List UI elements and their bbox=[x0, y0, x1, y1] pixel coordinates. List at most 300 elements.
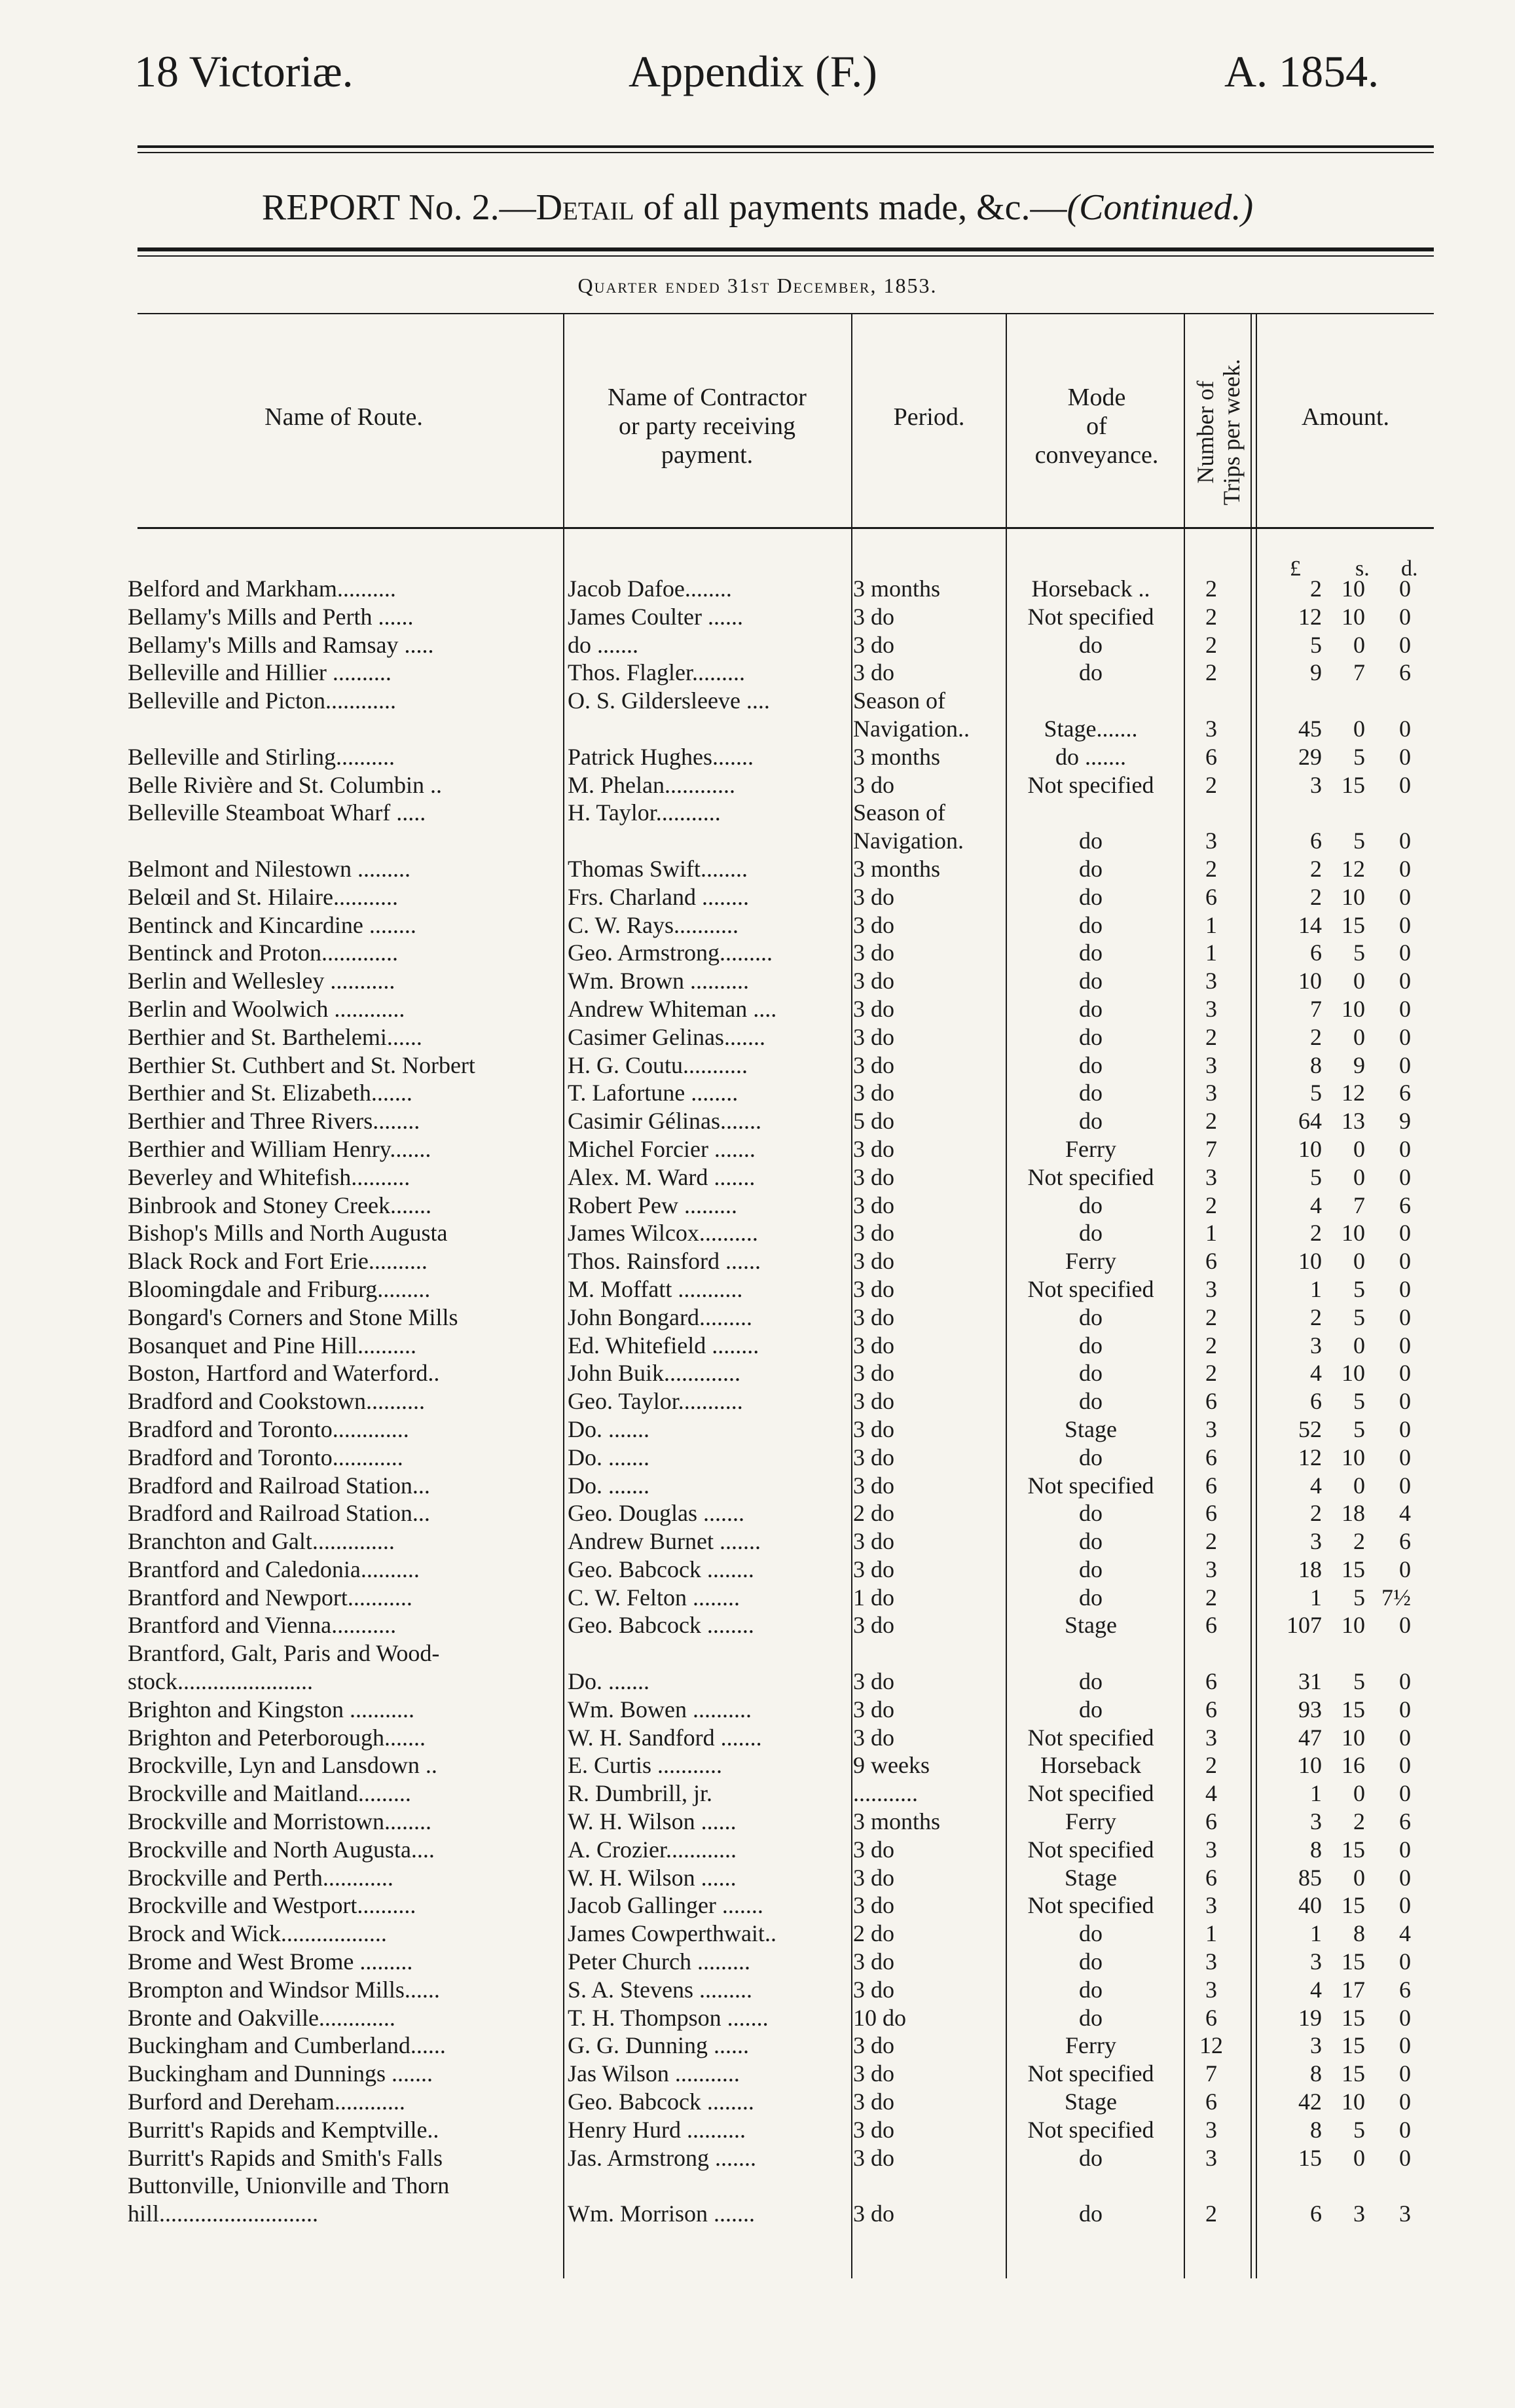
table-row bbox=[128, 1668, 1427, 1696]
contractor-name: R. Dumbrill, jr. bbox=[568, 1780, 713, 1807]
mode-of-conveyance: do bbox=[1079, 1388, 1103, 1415]
period: 3 do bbox=[853, 1724, 894, 1751]
trips-per-week: 2 bbox=[1205, 771, 1217, 798]
contractor-name: Geo. Babcock ........ bbox=[568, 1556, 754, 1582]
table-row bbox=[128, 1527, 1427, 1556]
contractor-name: Andrew Whiteman .... bbox=[568, 995, 777, 1022]
amount-pounds: 4 bbox=[1310, 1472, 1322, 1499]
table-row bbox=[128, 1836, 1427, 1864]
amount-pounds: 15 bbox=[1298, 2144, 1322, 2171]
mode-of-conveyance: Horseback .. bbox=[1031, 575, 1150, 602]
amount-pence: 0 bbox=[1399, 771, 1411, 798]
period: 3 do bbox=[853, 2032, 894, 2059]
mode-of-conveyance: do bbox=[1079, 939, 1103, 966]
route-name: Brighton and Peterborough....... bbox=[128, 1724, 426, 1751]
mode-of-conveyance: Stage bbox=[1065, 1864, 1117, 1891]
mode-of-conveyance: do bbox=[1079, 1051, 1103, 1078]
amount-pounds: 47 bbox=[1298, 1724, 1322, 1751]
period: 3 do bbox=[853, 1836, 894, 1863]
route-name: Berthier St. Cuthbert and St. Norbert bbox=[128, 1051, 475, 1078]
mode-of-conveyance: do bbox=[1079, 968, 1103, 994]
mode-of-conveyance: do bbox=[1079, 1976, 1103, 2003]
table-row bbox=[128, 1556, 1427, 1584]
period: 2 do bbox=[853, 1920, 894, 1947]
amount-pence: 0 bbox=[1399, 2089, 1411, 2115]
amount-pence bbox=[1365, 687, 1415, 715]
table-row bbox=[128, 855, 1427, 883]
mode-of-conveyance: do bbox=[1079, 1332, 1103, 1359]
amount-pence: 0 bbox=[1399, 603, 1411, 630]
mode-of-conveyance: do bbox=[1079, 659, 1103, 686]
amount-pounds: 85 bbox=[1298, 1864, 1322, 1891]
table-row bbox=[128, 687, 1427, 715]
amount-shillings bbox=[1322, 2172, 1365, 2200]
amount-pounds: 2 bbox=[1310, 883, 1322, 910]
period: 3 do bbox=[853, 1304, 894, 1330]
amount-pence bbox=[1365, 2172, 1415, 2200]
period: 3 do bbox=[853, 1248, 894, 1275]
mode-of-conveyance: Stage bbox=[1065, 1415, 1117, 1442]
amount-pence: 0 bbox=[1399, 575, 1411, 602]
col-mode-line-1: Mode bbox=[1067, 384, 1126, 411]
amount-pounds: 10 bbox=[1298, 1135, 1322, 1162]
table-row bbox=[128, 2060, 1427, 2088]
amount-pounds: 1 bbox=[1310, 1920, 1322, 1947]
period: 3 do bbox=[853, 1864, 894, 1891]
trips-per-week: 1 bbox=[1205, 1920, 1217, 1947]
trips-per-week: 2 bbox=[1205, 603, 1217, 630]
route-name: Bosanquet and Pine Hill.......... bbox=[128, 1332, 416, 1359]
amount-pence: 0 bbox=[1399, 1472, 1411, 1499]
contractor-name: Do. ....... bbox=[568, 1444, 649, 1470]
table-row bbox=[128, 771, 1427, 799]
amount-shillings: 15 bbox=[1342, 1836, 1365, 1863]
period: 3 do bbox=[853, 968, 894, 994]
amount-pence: 3 bbox=[1399, 2200, 1411, 2227]
mode-of-conveyance: Not specified bbox=[1027, 1724, 1154, 1751]
amount-shillings: 7 bbox=[1353, 1192, 1365, 1218]
mode-of-conveyance: Ferry bbox=[1065, 2032, 1116, 2059]
amount-pence: 0 bbox=[1399, 1304, 1411, 1330]
col-trips-head bbox=[1186, 340, 1250, 524]
table-row bbox=[128, 1808, 1427, 1836]
route-name: Belleville Steamboat Wharf ..... bbox=[128, 799, 426, 826]
contractor-name: H. Taylor........... bbox=[568, 799, 721, 826]
col-trips-line-1: Number of bbox=[1192, 380, 1218, 484]
amount-shillings: 13 bbox=[1342, 1108, 1365, 1135]
table-row bbox=[128, 1724, 1427, 1752]
route-name: Berlin and Woolwich ............ bbox=[128, 995, 405, 1022]
amount-pounds: 2 bbox=[1310, 1304, 1322, 1330]
trips-per-week: 2 bbox=[1205, 2200, 1217, 2227]
trips-per-week: 2 bbox=[1205, 659, 1217, 686]
contractor-name: Do. ....... bbox=[568, 1472, 649, 1499]
amount-pounds: 10 bbox=[1298, 1248, 1322, 1275]
header-session: 18 Victoriæ. bbox=[134, 46, 354, 96]
col-route-head: Name of Route. bbox=[265, 403, 423, 431]
route-name bbox=[128, 827, 560, 855]
contractor-name: Alex. M. Ward ....... bbox=[568, 1163, 756, 1190]
mode-of-conveyance bbox=[1002, 2172, 1179, 2200]
table-row bbox=[128, 2032, 1427, 2060]
trips-per-week: 3 bbox=[1205, 1163, 1217, 1190]
period: 5 do bbox=[853, 1108, 894, 1135]
col-contractor-line-3: payment. bbox=[661, 441, 754, 469]
period: 3 do bbox=[853, 771, 894, 798]
payments-table bbox=[128, 575, 1427, 2228]
mode-of-conveyance: do bbox=[1079, 1304, 1103, 1330]
table-row bbox=[128, 1359, 1427, 1387]
amount-shillings: 12 bbox=[1342, 855, 1365, 882]
trips-per-week: 2 bbox=[1205, 631, 1217, 658]
trips-per-week: 2 bbox=[1205, 855, 1217, 882]
col-period-head: Period. bbox=[893, 403, 965, 431]
period: 3 do bbox=[853, 2116, 894, 2143]
trips-per-week: 6 bbox=[1205, 1444, 1217, 1470]
mode-of-conveyance: do bbox=[1079, 995, 1103, 1022]
amount-shillings: 0 bbox=[1353, 968, 1365, 994]
period: 3 do bbox=[853, 2060, 894, 2087]
mode-of-conveyance: do bbox=[1079, 1220, 1103, 1247]
trips-per-week: 6 bbox=[1205, 883, 1217, 910]
period: 3 do bbox=[853, 1220, 894, 1247]
mode-of-conveyance: do bbox=[1079, 1584, 1103, 1611]
trips-per-week: 3 bbox=[1205, 2144, 1217, 2171]
mode-of-conveyance: do bbox=[1079, 1360, 1103, 1387]
amount-pence: 6 bbox=[1399, 1808, 1411, 1835]
period: 3 do bbox=[853, 1696, 894, 1723]
period: 3 months bbox=[853, 743, 941, 770]
amount-shillings: 15 bbox=[1342, 1696, 1365, 1723]
mode-of-conveyance: do bbox=[1079, 911, 1103, 938]
trips-per-week: 3 bbox=[1205, 995, 1217, 1022]
mode-of-conveyance: do ....... bbox=[1055, 743, 1126, 770]
amount-shillings bbox=[1322, 799, 1365, 827]
col-trips-label bbox=[1192, 359, 1245, 505]
amount-pence: 6 bbox=[1399, 1192, 1411, 1218]
trips-per-week: 2 bbox=[1205, 1108, 1217, 1135]
amount-pounds bbox=[1243, 687, 1322, 715]
amount-shillings: 0 bbox=[1353, 1864, 1365, 1891]
table-row bbox=[128, 1247, 1427, 1275]
period: 3 do bbox=[853, 1192, 894, 1218]
amount-pounds: 1 bbox=[1310, 1584, 1322, 1611]
table-row bbox=[128, 1696, 1427, 1724]
amount-pounds: 4 bbox=[1310, 1192, 1322, 1218]
amount-pounds: 8 bbox=[1310, 2060, 1322, 2087]
amount-pounds: 5 bbox=[1310, 631, 1322, 658]
contractor-name bbox=[560, 715, 849, 743]
route-name: Bishop's Mills and North Augusta bbox=[128, 1220, 448, 1247]
amount-pence: 0 bbox=[1399, 1864, 1411, 1891]
amount-pounds: 14 bbox=[1298, 911, 1322, 938]
contractor-name: S. A. Stevens ......... bbox=[568, 1976, 753, 2003]
table-row bbox=[128, 827, 1427, 855]
period: Season of bbox=[853, 799, 945, 826]
amount-pounds: 52 bbox=[1298, 1415, 1322, 1442]
amount-shillings: 5 bbox=[1353, 939, 1365, 966]
amount-pounds: 19 bbox=[1298, 2004, 1322, 2031]
amount-pounds: 6 bbox=[1310, 828, 1322, 854]
table-row bbox=[128, 995, 1427, 1023]
mode-of-conveyance: Ferry bbox=[1065, 1248, 1116, 1275]
amount-pence: 0 bbox=[1399, 2032, 1411, 2059]
contractor-name: James Coulter ...... bbox=[568, 603, 743, 630]
report-title bbox=[0, 187, 1515, 228]
contractor-name bbox=[560, 1639, 849, 1668]
contractor-name: Wm. Bowen .......... bbox=[568, 1696, 752, 1723]
amount-pounds: 2 bbox=[1310, 1500, 1322, 1527]
period: Navigation.. bbox=[853, 715, 970, 742]
trips-per-week: 4 bbox=[1205, 1780, 1217, 1807]
contractor-name: W. H. Wilson ...... bbox=[568, 1864, 737, 1891]
amount-pence: 0 bbox=[1399, 1836, 1411, 1863]
trips-per-week: 2 bbox=[1205, 1332, 1217, 1359]
amount-pence: 0 bbox=[1399, 1892, 1411, 1919]
route-name: Brompton and Windsor Mills...... bbox=[128, 1976, 440, 2003]
amount-pence: 0 bbox=[1399, 855, 1411, 882]
mode-of-conveyance: do bbox=[1079, 1192, 1103, 1218]
mode-of-conveyance: do bbox=[1079, 1080, 1103, 1106]
amount-pence: 4 bbox=[1399, 1920, 1411, 1947]
period: 3 do bbox=[853, 911, 894, 938]
table-row bbox=[128, 1472, 1427, 1500]
route-name: hill........................... bbox=[128, 2200, 319, 2227]
route-name: stock....................... bbox=[128, 1668, 313, 1695]
period: 2 do bbox=[853, 1500, 894, 1527]
table-row bbox=[128, 2200, 1427, 2228]
title-rule bbox=[137, 247, 1434, 251]
table-row bbox=[128, 1219, 1427, 1247]
contractor-name: Geo. Babcock ........ bbox=[568, 1612, 754, 1639]
amount-pounds bbox=[1243, 1639, 1322, 1668]
route-name: Bellamy's Mills and Ramsay ..... bbox=[128, 631, 434, 658]
route-name: Brantford, Galt, Paris and Wood- bbox=[128, 1640, 440, 1667]
trips-per-week: 2 bbox=[1205, 1584, 1217, 1611]
table-row bbox=[128, 575, 1427, 603]
route-name: Brockville and North Augusta.... bbox=[128, 1836, 435, 1863]
contractor-name: T. Lafortune ........ bbox=[568, 1080, 739, 1106]
amount-pence: 0 bbox=[1399, 995, 1411, 1022]
period: 3 do bbox=[853, 1023, 894, 1050]
route-name: Brockville, Lyn and Lansdown .. bbox=[128, 1752, 437, 1779]
route-name: Belleville and Hillier .......... bbox=[128, 659, 392, 686]
unit-shillings: s. bbox=[1355, 556, 1370, 581]
contractor-name: Jacob Dafoe........ bbox=[568, 575, 732, 602]
amount-shillings: 10 bbox=[1342, 995, 1365, 1022]
trips-per-week: 6 bbox=[1205, 1696, 1217, 1723]
amount-pence: 0 bbox=[1399, 1556, 1411, 1582]
col-amount-head: Amount. bbox=[1301, 403, 1390, 431]
amount-pence: 6 bbox=[1399, 659, 1411, 686]
trips-per-week: 3 bbox=[1205, 828, 1217, 854]
amount-pence: 0 bbox=[1399, 1360, 1411, 1387]
header-rule-thin bbox=[137, 152, 1434, 153]
trips-per-week: 1 bbox=[1205, 911, 1217, 938]
amount-pounds: 8 bbox=[1310, 1836, 1322, 1863]
amount-pounds: 93 bbox=[1298, 1696, 1322, 1723]
amount-pounds: 107 bbox=[1287, 1612, 1322, 1639]
amount-pounds: 4 bbox=[1310, 1976, 1322, 2003]
amount-shillings: 10 bbox=[1342, 575, 1365, 602]
trips-per-week: 7 bbox=[1205, 1135, 1217, 1162]
amount-pounds: 1 bbox=[1310, 1780, 1322, 1807]
amount-pence: 4 bbox=[1399, 1500, 1411, 1527]
table-row bbox=[128, 1611, 1427, 1639]
route-name: Berthier and Three Rivers........ bbox=[128, 1108, 420, 1135]
amount-pence: 0 bbox=[1399, 911, 1411, 938]
route-name: Belford and Markham.......... bbox=[128, 575, 396, 602]
col-contractor-line-2: or party receiving bbox=[618, 412, 796, 440]
amount-pence bbox=[1365, 799, 1415, 827]
period: 3 do bbox=[853, 883, 894, 910]
table-row bbox=[128, 1891, 1427, 1920]
mode-of-conveyance: do bbox=[1079, 1668, 1103, 1695]
route-name: Brantford and Caledonia.......... bbox=[128, 1556, 420, 1582]
trips-per-week: 2 bbox=[1205, 1304, 1217, 1330]
quarter-rule bbox=[137, 313, 1434, 314]
contractor-name: Do. ....... bbox=[568, 1668, 649, 1695]
col-mode-head bbox=[1008, 383, 1185, 469]
mode-of-conveyance: do bbox=[1079, 1696, 1103, 1723]
period: 3 do bbox=[853, 1135, 894, 1162]
amount-pence: 0 bbox=[1399, 1612, 1411, 1639]
trips-per-week: 3 bbox=[1205, 968, 1217, 994]
contractor-name: Michel Forcier ....... bbox=[568, 1135, 756, 1162]
amount-pence: 6 bbox=[1399, 1080, 1411, 1106]
route-name: Brantford and Vienna........... bbox=[128, 1612, 397, 1639]
amount-pounds: 2 bbox=[1310, 1023, 1322, 1050]
amount-pence: 0 bbox=[1399, 828, 1411, 854]
route-name: Brockville and Morristown........ bbox=[128, 1808, 431, 1835]
table-row bbox=[128, 1751, 1427, 1779]
contractor-name: Do. ....... bbox=[568, 1415, 649, 1442]
mode-of-conveyance: Stage....... bbox=[1044, 715, 1138, 742]
contractor-name: O. S. Gildersleeve .... bbox=[568, 687, 770, 714]
trips-per-week: 1 bbox=[1205, 939, 1217, 966]
route-name: Berlin and Wellesley ........... bbox=[128, 968, 395, 994]
trips-per-week: 6 bbox=[1205, 2004, 1217, 2031]
amount-shillings: 10 bbox=[1342, 603, 1365, 630]
contractor-name: James Cowperthwait.. bbox=[568, 1920, 776, 1947]
contractor-name: Jas. Armstrong ....... bbox=[568, 2144, 756, 2171]
amount-pence: 0 bbox=[1399, 1444, 1411, 1470]
quarter-heading: Quarter ended 31st December, 1853. bbox=[577, 274, 938, 297]
amount-shillings: 18 bbox=[1342, 1500, 1365, 1527]
amount-pounds: 3 bbox=[1310, 771, 1322, 798]
route-name: Brockville and Westport.......... bbox=[128, 1892, 416, 1919]
mode-of-conveyance: Ferry bbox=[1065, 1135, 1116, 1162]
amount-pence: 0 bbox=[1399, 1275, 1411, 1302]
amount-shillings: 5 bbox=[1353, 828, 1365, 854]
route-name: Brockville and Maitland......... bbox=[128, 1780, 411, 1807]
period: 3 do bbox=[853, 1163, 894, 1190]
col-contractor-head bbox=[566, 383, 848, 469]
amount-shillings: 0 bbox=[1353, 1163, 1365, 1190]
amount-shillings: 5 bbox=[1353, 1668, 1365, 1695]
route-name bbox=[128, 715, 560, 743]
amount-shillings: 0 bbox=[1353, 631, 1365, 658]
amount-shillings: 0 bbox=[1353, 1780, 1365, 1807]
report-title-detail: Detail bbox=[536, 187, 634, 228]
amount-pounds: 45 bbox=[1298, 715, 1322, 742]
period: 3 months bbox=[853, 575, 941, 602]
table-row bbox=[128, 631, 1427, 659]
amount-pence: 0 bbox=[1399, 1163, 1411, 1190]
contractor-name: Jas Wilson ........... bbox=[568, 2060, 740, 2087]
table-row bbox=[128, 939, 1427, 967]
amount-pence: 0 bbox=[1399, 2116, 1411, 2143]
amount-shillings: 15 bbox=[1342, 911, 1365, 938]
trips-per-week: 6 bbox=[1205, 1612, 1217, 1639]
amount-shillings: 15 bbox=[1342, 1892, 1365, 1919]
amount-pence: 6 bbox=[1399, 1976, 1411, 2003]
amount-shillings: 17 bbox=[1342, 1976, 1365, 2003]
period: 3 do bbox=[853, 659, 894, 686]
amount-pence: 0 bbox=[1399, 2144, 1411, 2171]
period: 3 do bbox=[853, 2200, 894, 2227]
amount-shillings: 12 bbox=[1342, 1080, 1365, 1106]
amount-pounds: 12 bbox=[1298, 603, 1322, 630]
amount-shillings: 10 bbox=[1342, 1444, 1365, 1470]
route-name: Burritt's Rapids and Smith's Falls bbox=[128, 2144, 443, 2171]
amount-pence: 0 bbox=[1399, 631, 1411, 658]
trips-per-week: 3 bbox=[1205, 1724, 1217, 1751]
amount-pence: 0 bbox=[1399, 743, 1411, 770]
contractor-name: Geo. Douglas ....... bbox=[568, 1500, 744, 1527]
table-row bbox=[128, 1779, 1427, 1808]
header-year: A. 1854. bbox=[1224, 46, 1379, 96]
mode-of-conveyance: do bbox=[1079, 855, 1103, 882]
amount-pence: 0 bbox=[1399, 1220, 1411, 1247]
trips-per-week: 3 bbox=[1205, 1275, 1217, 1302]
contractor-name: Casimir Gélinas....... bbox=[568, 1108, 761, 1135]
period: 3 do bbox=[853, 2089, 894, 2115]
amount-shillings bbox=[1322, 1639, 1365, 1668]
table-row bbox=[128, 1135, 1427, 1163]
table-row bbox=[128, 1079, 1427, 1107]
mode-of-conveyance: do bbox=[1079, 1948, 1103, 1975]
amount-shillings: 15 bbox=[1342, 1556, 1365, 1582]
trips-per-week: 6 bbox=[1205, 1248, 1217, 1275]
route-name: Berthier and St. Elizabeth....... bbox=[128, 1080, 412, 1106]
mode-of-conveyance: Horseback bbox=[1040, 1752, 1141, 1779]
trips-per-week: 3 bbox=[1205, 1948, 1217, 1975]
contractor-name: Peter Church ......... bbox=[568, 1948, 750, 1975]
table-row bbox=[128, 1192, 1427, 1220]
route-name: Brome and West Brome ......... bbox=[128, 1948, 413, 1975]
amount-shillings: 5 bbox=[1353, 1584, 1365, 1611]
mode-of-conveyance: do bbox=[1079, 2200, 1103, 2227]
mode-of-conveyance: Not specified bbox=[1027, 2060, 1154, 2087]
period: ........... bbox=[853, 1780, 918, 1807]
amount-shillings: 5 bbox=[1353, 2116, 1365, 2143]
trips-per-week: 3 bbox=[1205, 1836, 1217, 1863]
trips-per-week: 6 bbox=[1205, 1388, 1217, 1415]
period: 3 do bbox=[853, 631, 894, 658]
trips-per-week: 3 bbox=[1205, 1556, 1217, 1582]
amount-pence: 0 bbox=[1399, 968, 1411, 994]
mode-of-conveyance: Stage bbox=[1065, 1612, 1117, 1639]
period: 3 do bbox=[853, 1948, 894, 1975]
route-name: Black Rock and Fort Erie.......... bbox=[128, 1248, 428, 1275]
contractor-name: Casimer Gelinas....... bbox=[568, 1023, 765, 1050]
table-row bbox=[128, 715, 1427, 743]
amount-pounds: 10 bbox=[1298, 1752, 1322, 1779]
amount-pence: 0 bbox=[1399, 883, 1411, 910]
mode-of-conveyance: Stage bbox=[1065, 2089, 1117, 2115]
contractor-name bbox=[560, 827, 849, 855]
